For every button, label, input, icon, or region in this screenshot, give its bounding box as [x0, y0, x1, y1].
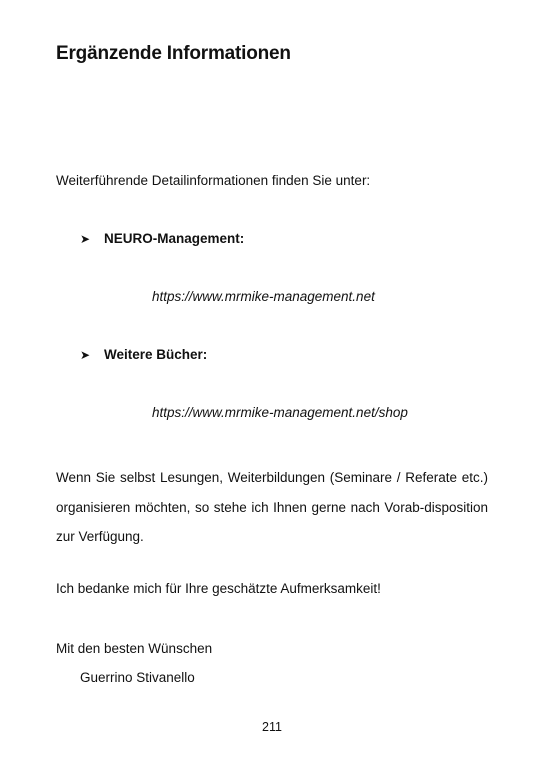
closing-text: Mit den besten Wünschen	[56, 641, 213, 656]
neuro-management-url[interactable]: https://www.mrmike-management.net	[152, 289, 375, 304]
signature-name: Guerrino Stivanello	[80, 670, 195, 685]
thanks-text: Ich bedanke mich für Ihre geschätzte Aufmerksamkeit!	[56, 581, 381, 596]
bullet-item-weitere-buecher	[80, 346, 207, 364]
body-paragraph: Wenn Sie selbst Lesungen, Weiterbildungen (Seminare / Referate etc.) organisieren möchten, so stehe ich Ihnen gerne nach Vorab-disposition zur Verfügung.	[56, 470, 488, 544]
page-number: 211	[262, 720, 282, 734]
shop-url[interactable]: https://www.mrmike-management.net/shop	[152, 405, 408, 420]
intro-text: Weiterführende Detailinformationen finden Sie unter:	[56, 173, 371, 188]
bullet-label: Weitere Bücher:	[104, 347, 208, 362]
arrow-bullet-icon: ➤	[80, 232, 91, 246]
page-heading: Ergänzende Informationen	[56, 43, 291, 64]
bullet-item-neuro-management	[80, 230, 244, 248]
bullet-label: NEURO-Management:	[104, 231, 245, 246]
arrow-bullet-icon: ➤	[80, 348, 91, 362]
